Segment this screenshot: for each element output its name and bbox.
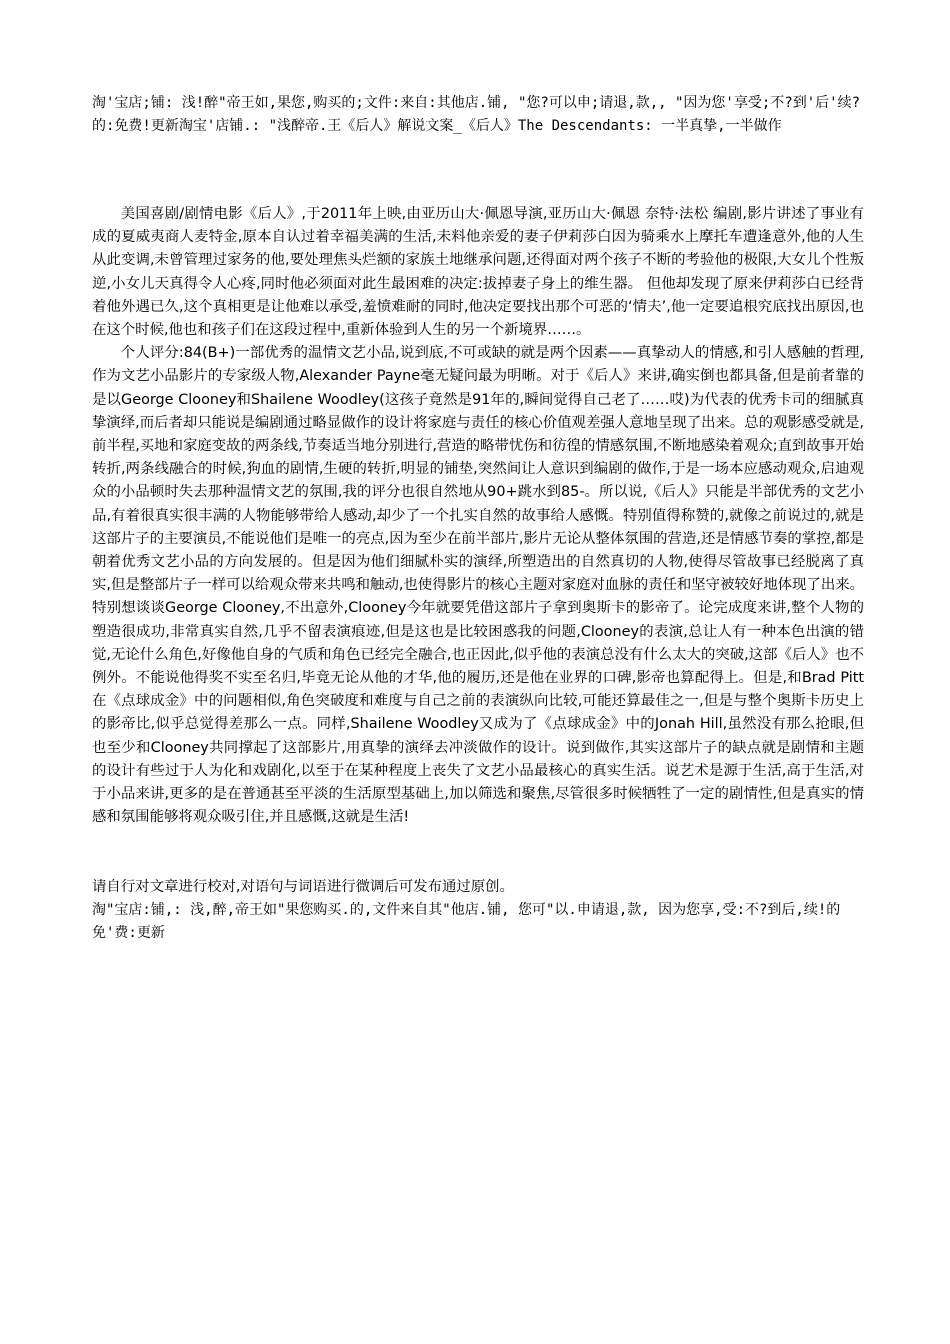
article-paragraph-review: 个人评分:84(B+)一部优秀的温情文艺小品,说到底,不可或缺的就是两个因素——真挚动人的情感,和引人感触的哲理,作为文艺小品影片的专家级人物,Alexander Payne毫无疑问最为明晰。对于《后人》来讲,确实倒也都具备,但是前者靠的是以George Clooney和Shailene Woodley(这孩子竟然是91年的,瞬间觉得自己老了……哎)为代表的优秀卡司的细腻真挚演绎,而后者却只能说是编剧通过略显做作的设计将家庭与责任的核心价值观差强人意地呈现了出来。总的观影感受就是,前半程,买地和家庭变故的两条线,节奏适当地分别进行,营造的略带忧伤和彷徨的情感氛围,不断地感染着观众;直到故事开始转折,两条线融合的时候,狗血的剧情,生硬的转折,明显的铺垫,突然间让人意识到编剧的做作,于是一场本应感动观众,启迪观众的小品顿时失去那种温情文艺的氛围,我的评分也很自然地从90+跳水到85-。所以说,《后人》只能是半部优秀的文艺小品,有着很真实很丰满的人物能够带给人感动,却少了一个扎实自然的故事给人感慨。特别值得称赞的,就像之前说过的,就是这部片子的主要演员,不能说他们是唯一的亮点,因为至少在前半部片,影片无论从整体氛围的营造,还是情感节奏的掌控,都是朝着优秀文艺小品的方向发展的。但是因为他们细腻朴实的演绎,所塑造出的自然真切的人物,使得尽管故事已经脱离了真实,但是整部片子一样可以给观众带来共鸣和触动,也使得影片的核心主题对家庭对血脉的责任和坚守被较好地体现了出来。特别想谈谈George Clooney,不出意外,Clooney今年就要凭借这部片子拿到奥斯卡的影帝了。论完成度来讲,整个人物的塑造很成功,非常真实自然,几乎不留表演痕迹,但是这也是比较困惑我的问题,Clooney的表演,总让人有一种本色出演的错觉,无论什么角色,好像他自身的气质和角色已经完全融合,也正因此,似乎他的表演总没有什么太大的突破,这部《后人》也不例外。不能说他得奖不实至名归,毕竟无论从他的才华,他的履历,还是他在业界的口碑,影帝也算配得上。但是,和Brad Pitt在《点球成金》中的问题相似,角色突破度和难度与自己之前的表演纵向比较,可能还算最佳之一,但是与整个奥斯卡历史上的影帝比,似乎总觉得差那么一点。同样,Shailene Woodley又成为了《点球成金》中的Jonah Hill,虽然没有那么抢眼,但也至少和Clooney共同撑起了这部影片,用真挚的演绎去冲淡做作的设计。说到做作,其实这部片子的缺点就是剧情和主题的设计有些过于人为化和戏剧化,以至于在某种程度上丧失了文艺小品最核心的真实生活。说艺术是源于生活,高于生活,对于小品来讲,更多的是在普通甚至平淡的生活原型基础上,加以筛选和聚焦,尽管很多时候牺牲了一定的剧情性,但是真实的情感和氛围能够将观众吸引住,并且感慨,这就是生活! [92, 345, 864, 826]
document-page [92, 92, 864, 945]
article-paragraph-synopsis: 美国喜剧/剧情电影《后人》,于2011年上映,由亚历山大·佩恩导演,亚历山大·佩恩 奈特·法松 编剧,影片讲述了事业有成的夏威夷商人麦特金,原本自认过着幸福美满的生活,未料他亲爱的妻子伊莉莎白因为骑乘水上摩托车遭逢意外,他的人生从此变调,未曾管理过家务的他,要处理焦头烂额的家族土地继承问题,还得面对两个孩子不断的考验他的极限,大女儿个性叛逆,小女儿天真得令人心疼,同时他必须面对此生最困难的决定:拔掉妻子身上的维生器。 但他却发现了原来伊莉莎白已经背着他外遇已久,这个真相更是让他难以承受,羞愤难耐的同时,他决定要找出那个可恶的‘情夫’,他一定要追根究底找出原因,也在这个时候,他也和孩子们在这段过程中,重新体验到人生的另一个新境界……。 [92, 206, 864, 339]
article-body [92, 203, 864, 829]
document-footer [92, 876, 864, 945]
shop-trailer-text: 淘"宝店:铺,: 浅,醉,帝王如"果您购买.的,文件来自其"他店.铺, 您可"以.申请退,款, 因为您享,受:不?到后,续!的免'费:更新 [92, 902, 841, 942]
proofread-note: 请自行对文章进行校对,对语句与词语进行微调后可发布通过原创。 [92, 879, 514, 896]
document-header: 淘'宝店;铺: 浅!醉"帝王如,果您,购买的;文件:来自:其他店.铺, "您?可以申;请退,款,, "因为您'享受;不?到'后'续?的:免费!更新淘宝'店铺.: "浅醉帝.王《后人》解说文案_《后人》The Descendants: 一半真挚,一半做作 [92, 95, 861, 134]
